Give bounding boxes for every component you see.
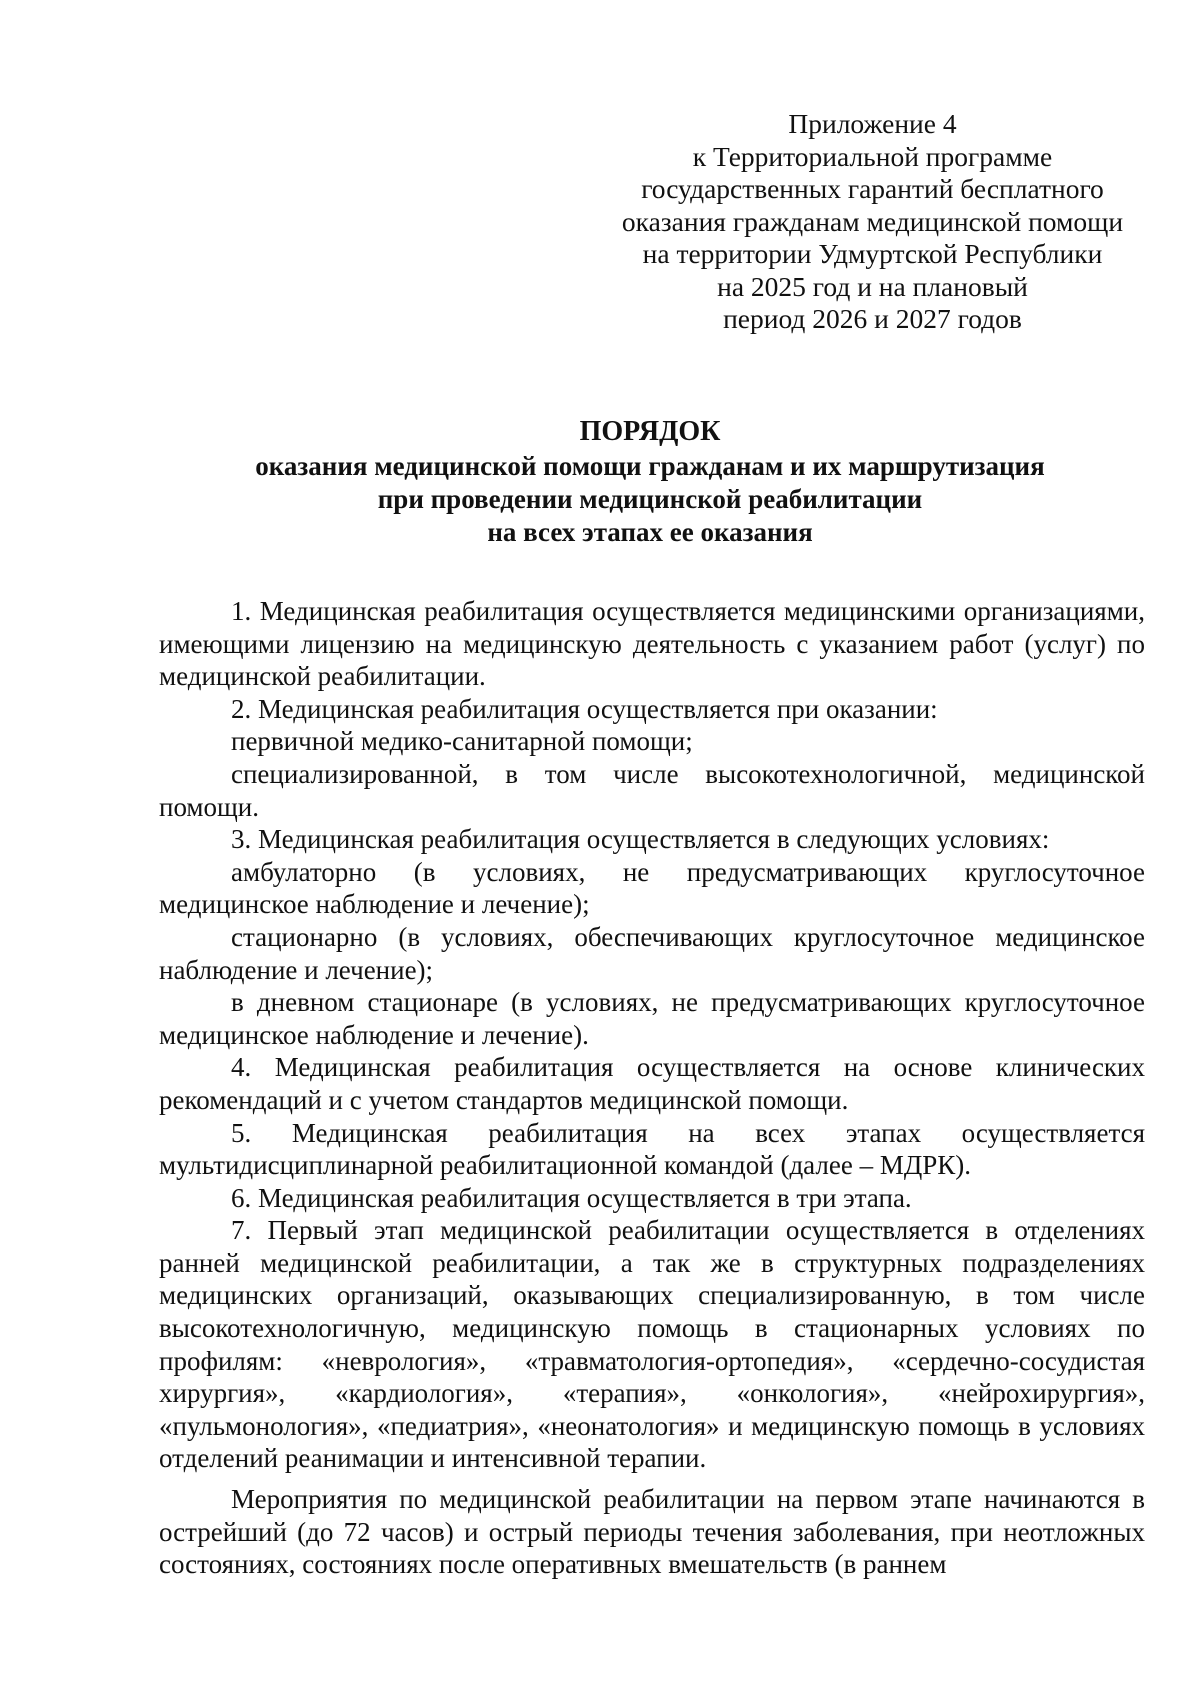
paragraph-3-item-3: в дневном стационаре (в условиях, не предусматривающих круглосуточное медицинское наблюдение и лечение). <box>159 987 1145 1050</box>
paragraph-3-item-1: амбулаторно (в условиях, не предусматривающих круглосуточное медицинское наблюдение и лечение); <box>159 856 1145 920</box>
title-line: оказания медицинской помощи гражданам и их маршрутизация <box>255 451 1045 481</box>
title-line: при проведении медицинской реабилитации <box>377 484 923 514</box>
appendix-line: на территории Удмуртской Республики <box>642 238 1103 269</box>
paragraph-3: 3. Медицинская реабилитация осуществляется в следующих условиях: <box>231 824 1050 855</box>
appendix-line: государственных гарантий бесплатного <box>641 173 1104 204</box>
paragraph-7-continuation: Мероприятия по медицинской реабилитации на первом этапе начинаются в острейший (до 72 часов) и острый периоды течения заболевания, при неотложных состояниях, состояниях после оперативных вмешательств (в раннем <box>159 1484 1145 1580</box>
appendix-line: на 2025 год и на плановый <box>717 270 1028 302</box>
paragraph-2: 2. Медицинская реабилитация осуществляется при оказании: <box>231 693 938 724</box>
paragraph-7: 7. Первый этап медицинской реабилитации осуществляется в отделениях ранней медицинской реабилитации, а так же в структурных подразделениях медицинских организаций, оказывающих специализированную, в том числе высокотехнологичную, медицинскую помощь в стационарных условиях по профилям: «неврология», «травматология-ортопедия», «сердечно-сосудистая хирургия», «кардиология», «терапия», «онкология», «нейрохирургия», «пульмонология», «педиатрия», «неонатология» и медицинскую помощь в условиях отделений реанимации и интенсивной терапии. <box>159 1215 1145 1474</box>
appendix-line: оказания гражданам медицинской помощи <box>621 205 1124 237</box>
appendix-line: период 2026 и 2027 годов <box>723 303 1022 334</box>
document-title <box>150 414 1150 549</box>
paragraph-1: 1. Медицинская реабилитация осуществляется медицинскими организациями, имеющими лицензию на медицинскую деятельность с указанием работ (услуг) по медицинской реабилитации. <box>159 596 1145 692</box>
appendix-line: Приложение 4 <box>788 108 957 139</box>
paragraph-5: 5. Медицинская реабилитация на всех этапах осуществляется мультидисциплинарной реабилитационной командой (далее – МДРК). <box>159 1117 1145 1181</box>
paragraph-2-item-2: специализированной, в том числе высокотехнологичной, медицинской помощи. <box>159 758 1145 822</box>
appendix-header <box>600 108 1145 336</box>
paragraph-4: 4. Медицинская реабилитация осуществляется на основе клинических рекомендаций и с учетом стандартов медицинской помощи. <box>159 1052 1145 1115</box>
paragraph-3-item-2: стационарно (в условиях, обеспечивающих круглосуточное медицинское наблюдение и лечение); <box>159 921 1145 985</box>
document-body <box>159 595 1145 1581</box>
appendix-line: к Территориальной программе <box>692 140 1053 172</box>
title-line: на всех этапах ее оказания <box>487 517 813 547</box>
title-main: ПОРЯДОК <box>579 416 721 447</box>
paragraph-2-item-1: первичной медико-санитарной помощи; <box>231 726 693 757</box>
paragraph-6: 6. Медицинская реабилитация осуществляется в три этапа. <box>231 1182 912 1213</box>
